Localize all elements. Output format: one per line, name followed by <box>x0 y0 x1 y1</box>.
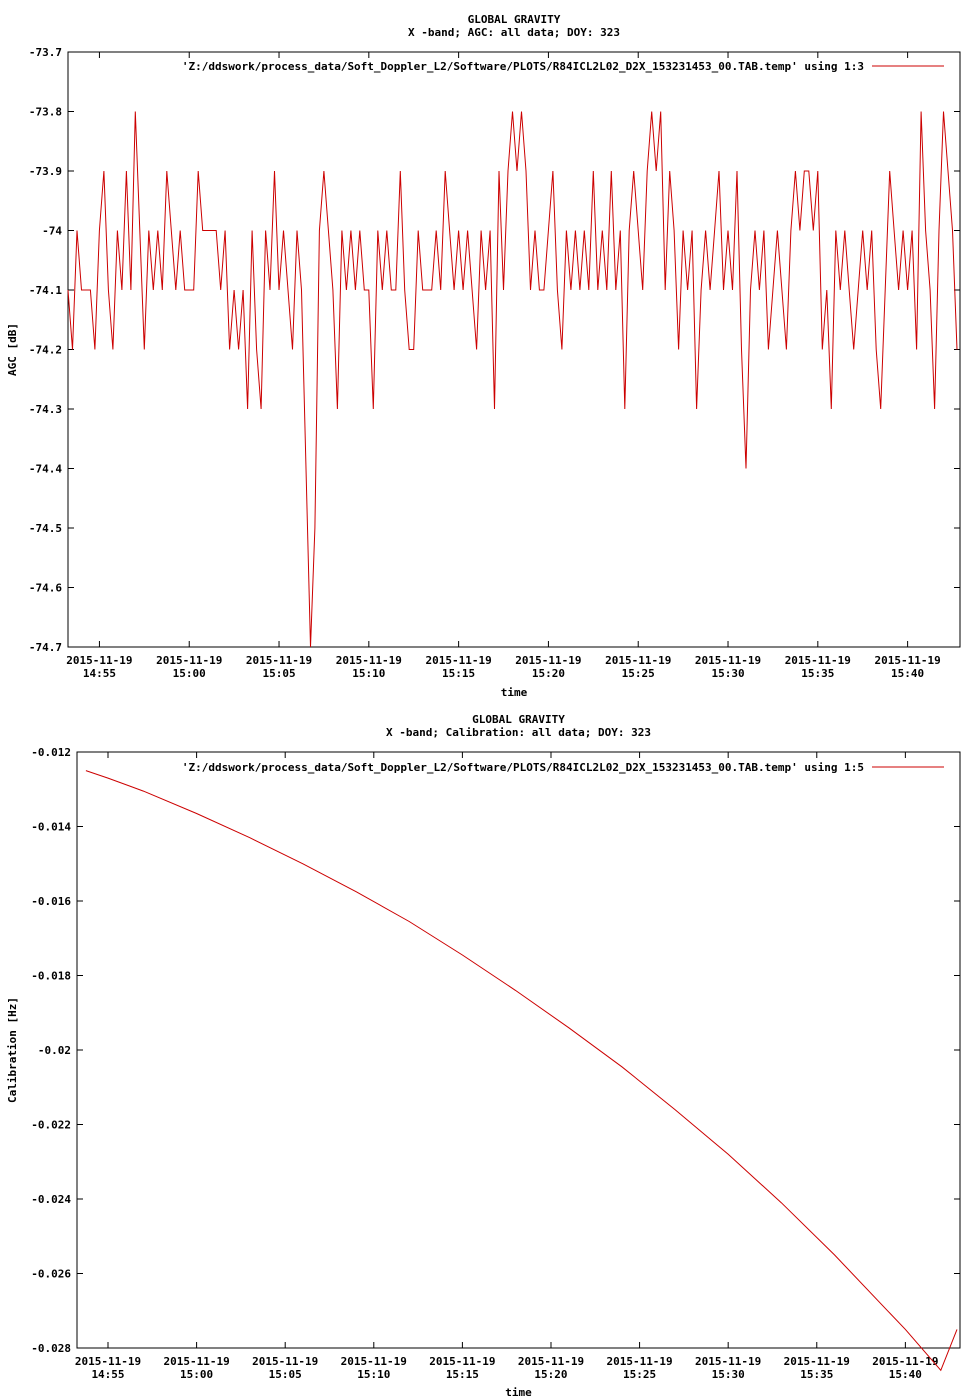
x-tick-date-label: 2015-11-19 <box>340 1355 407 1368</box>
x-tick-time-label: 15:05 <box>268 1368 302 1381</box>
y-tick-label: -73.7 <box>28 46 62 59</box>
x-tick-date-label: 2015-11-19 <box>245 654 313 667</box>
y-tick-label: -0.018 <box>31 969 71 983</box>
series-line <box>86 771 957 1371</box>
y-tick-label: -0.02 <box>37 1044 71 1057</box>
x-tick-time-label: 15:25 <box>623 1368 657 1381</box>
x-tick-time-label: 14:55 <box>91 1368 125 1381</box>
x-tick-time-label: 15:30 <box>711 1368 745 1381</box>
x-tick-time-label: 15:25 <box>621 667 655 680</box>
legend-label: 'Z:/ddswork/process_data/Soft_Doppler_L2/Software/PLOTS/R84ICL2L02_D2X_153231453_00.TAB.temp' using 1:5 <box>181 761 864 774</box>
x-tick-date-label: 2015-11-19 <box>156 654 223 667</box>
x-tick-date-label: 2015-11-19 <box>429 1355 496 1368</box>
x-tick-time-label: 15:35 <box>801 667 835 680</box>
x-tick-date-label: 2015-11-19 <box>163 1355 230 1368</box>
x-tick-time-label: 15:10 <box>357 1368 391 1381</box>
x-tick-date-label: 2015-11-19 <box>783 1355 850 1368</box>
x-axis-label: time <box>505 1386 532 1399</box>
x-tick-time-label: 14:55 <box>82 667 116 680</box>
x-tick-time-label: 15:40 <box>891 667 925 680</box>
chart-title: GLOBAL GRAVITY <box>472 713 565 726</box>
x-tick-date-label: 2015-11-19 <box>74 1355 142 1368</box>
x-tick-time-label: 15:00 <box>180 1368 214 1381</box>
y-tick-label: -74.4 <box>28 462 62 476</box>
x-axis-label: time <box>500 686 528 699</box>
y-tick-label: -74.5 <box>28 522 62 535</box>
y-tick-label: -0.026 <box>31 1267 71 1281</box>
x-tick-time-label: 15:30 <box>711 667 745 680</box>
plot-frame <box>68 52 960 647</box>
chart-title: GLOBAL GRAVITY <box>467 13 561 26</box>
x-tick-date-label: 2015-11-19 <box>784 654 851 667</box>
x-tick-date-label: 2015-11-19 <box>694 654 762 667</box>
x-tick-date-label: 2015-11-19 <box>515 654 582 667</box>
x-tick-date-label: 2015-11-19 <box>66 654 133 667</box>
calibration-chart <box>6 713 960 1399</box>
y-tick-label: -74.6 <box>28 581 62 595</box>
y-tick-label: -74.3 <box>28 403 62 416</box>
x-tick-date-label: 2015-11-19 <box>425 654 492 667</box>
x-tick-date-label: 2015-11-19 <box>252 1355 319 1368</box>
x-tick-time-label: 15:20 <box>531 667 565 680</box>
x-tick-time-label: 15:10 <box>352 667 386 680</box>
x-tick-time-label: 15:05 <box>262 667 296 680</box>
x-tick-date-label: 2015-11-19 <box>872 1355 939 1368</box>
x-tick-date-label: 2015-11-19 <box>695 1355 762 1368</box>
x-tick-time-label: 15:20 <box>534 1368 568 1381</box>
y-tick-label: -0.014 <box>31 820 71 834</box>
y-axis-label: Calibration [Hz] <box>6 997 19 1103</box>
y-tick-label: -73.9 <box>28 165 62 178</box>
y-tick-label: -0.022 <box>31 1118 71 1132</box>
x-tick-date-label: 2015-11-19 <box>874 654 941 667</box>
x-tick-time-label: 15:40 <box>888 1368 922 1381</box>
x-tick-date-label: 2015-11-19 <box>517 1355 585 1368</box>
legend-label: 'Z:/ddswork/process_data/Soft_Doppler_L2/Software/PLOTS/R84ICL2L02_D2X_153231453_00.TAB.temp' using 1:3 <box>181 60 864 73</box>
x-tick-time-label: 15:15 <box>445 1368 479 1381</box>
y-tick-label: -0.028 <box>31 1342 71 1355</box>
chart-subtitle: X -band; AGC: all data; DOY: 323 <box>408 26 620 39</box>
y-tick-label: -74.2 <box>28 343 62 357</box>
chart-subtitle: X -band; Calibration: all data; DOY: 323 <box>386 726 651 739</box>
series-line <box>68 112 957 648</box>
x-tick-date-label: 2015-11-19 <box>606 1355 673 1368</box>
y-axis-label: AGC [dB] <box>6 323 19 376</box>
y-tick-label: -0.024 <box>31 1193 71 1206</box>
agc-chart <box>6 13 960 699</box>
y-tick-label: -0.012 <box>31 746 71 759</box>
x-tick-time-label: 15:35 <box>800 1368 834 1381</box>
x-tick-time-label: 15:15 <box>442 667 476 680</box>
y-tick-label: -74.7 <box>28 641 62 654</box>
y-tick-label: -0.016 <box>31 895 71 908</box>
y-tick-label: -74 <box>42 224 62 238</box>
y-tick-label: -73.8 <box>28 105 62 119</box>
x-tick-date-label: 2015-11-19 <box>335 654 402 667</box>
x-tick-time-label: 15:00 <box>172 667 206 680</box>
x-tick-date-label: 2015-11-19 <box>605 654 672 667</box>
plot-frame <box>77 752 960 1348</box>
y-tick-label: -74.1 <box>28 284 62 297</box>
